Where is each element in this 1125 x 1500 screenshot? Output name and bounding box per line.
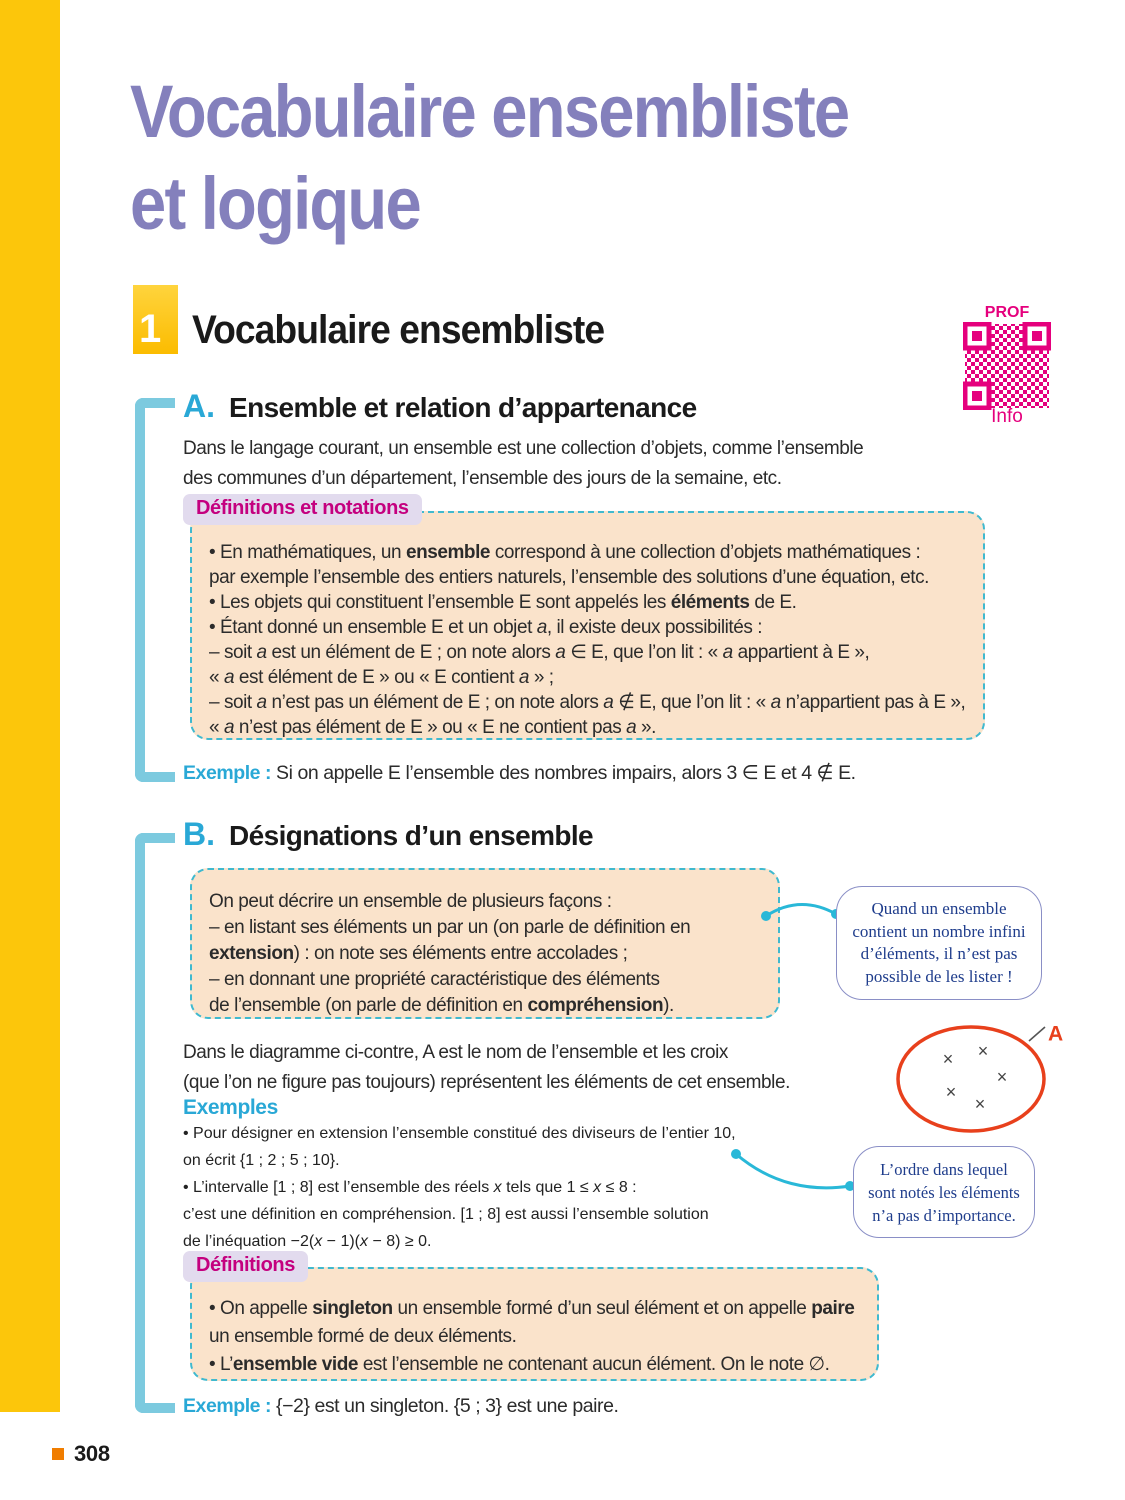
- example-b-text: {−2} est un singleton. {5 ; 3} est une paire.: [271, 1395, 619, 1417]
- chapter-title-line2: et logique: [130, 162, 420, 245]
- section-b-title: Désignations d’un ensemble: [229, 820, 594, 851]
- footer-square-icon: [52, 1448, 64, 1460]
- section-a-title: Ensemble et relation d’appartenance: [229, 392, 697, 423]
- section-number-badge: [133, 285, 178, 354]
- description-line: extension) : on note ses éléments entre accolades ;: [209, 943, 628, 964]
- example-line: • L’intervalle [1 ; 8] est l’ensemble des réels x tels que 1 ≤ x ≤ 8 :: [183, 1179, 637, 1196]
- definition-line: par exemple l’ensemble des entiers naturels, l’ensemble des solutions d’une équation, etc.: [209, 567, 929, 588]
- section-title: Vocabulaire ensembliste: [192, 308, 605, 352]
- paragraph-line: (que l’on ne figure pas toujours) représentent les éléments de cet ensemble.: [183, 1072, 790, 1093]
- bubble1-connector: [756, 892, 846, 930]
- description-line: On peut décrire un ensemble de plusieurs façons :: [209, 891, 612, 912]
- definition-line: • On appelle singleton un ensemble formé d’un seul élément et on appelle paire: [209, 1298, 855, 1319]
- bubble-line: possible de les lister !: [865, 966, 1013, 986]
- definition-line: – soit a est un élément de E ; on note alors a ∈ E, que l’on lit : « a appartient à E »,: [209, 642, 870, 663]
- definition-line: « a n’est pas élément de E » ou « E ne contient pas a ».: [209, 717, 656, 738]
- qr-bottom-label: Info: [991, 406, 1023, 427]
- set-label-line: [1029, 1027, 1045, 1041]
- definitions-box: [190, 1267, 879, 1381]
- definition-line: • Étant donné un ensemble E et un objet a, il existe deux possibilités :: [209, 617, 763, 638]
- definition-line: – soit a n’est pas un élément de E ; on note alors a ∉ E, que l’on lit : « a n’appartient pas à E »,: [209, 692, 966, 713]
- section-b-letter: B.: [183, 816, 215, 852]
- section-b-heading: [183, 816, 593, 853]
- section-a-intro: [183, 434, 863, 494]
- paragraph-line: Dans le diagramme ci-contre, A est le nom de l’ensemble et les croix: [183, 1042, 728, 1063]
- bubble-line: L’ordre dans lequel: [880, 1160, 1008, 1179]
- bubble2-connector: [726, 1146, 860, 1196]
- note-bubble-order: [853, 1146, 1035, 1238]
- example-line: de l’inéquation −2(x − 1)(x − 8) ≥ 0.: [183, 1233, 432, 1250]
- intro-line: Dans le langage courant, un ensemble est une collection d’objets, comme l’ensemble: [183, 438, 864, 459]
- example-a-label: Exemple :: [183, 762, 272, 784]
- description-line: – en donnant une propriété caractéristique des éléments: [209, 969, 660, 990]
- example-a-text: Si on appelle E l’ensemble des nombres impairs, alors 3 ∈ E et 4 ∉ E.: [271, 762, 856, 784]
- page-side-band: [0, 0, 60, 1412]
- chapter-title-line1: Vocabulaire ensembliste: [130, 70, 849, 153]
- example-a: [183, 761, 856, 785]
- element-cross: ×: [942, 1048, 954, 1069]
- element-cross: ×: [996, 1066, 1008, 1087]
- bubble-line: sont notés les éléments: [868, 1183, 1020, 1202]
- qr-code-icon: [963, 322, 1051, 410]
- chapter-title: [130, 66, 848, 250]
- set-label: A: [1048, 1022, 1064, 1046]
- example-line: on écrit {1 ; 2 ; 5 ; 10}.: [183, 1152, 340, 1169]
- diagram-paragraph: [183, 1038, 790, 1098]
- bubble-line: contient un nombre infini: [852, 921, 1026, 941]
- section-a-letter: A.: [183, 388, 215, 424]
- section-number: 1: [139, 307, 162, 351]
- definition-line: • L’ensemble vide est l’ensemble ne contenant aucun élément. On le note ∅.: [209, 1354, 830, 1375]
- definitions-label: Définitions: [183, 1251, 308, 1282]
- definition-line: • En mathématiques, un ensemble correspond à une collection d’objets mathématiques :: [209, 542, 921, 563]
- bubble-line: d’éléments, il n’est pas: [860, 944, 1018, 963]
- example-b-label: Exemple :: [183, 1395, 272, 1417]
- set-diagram: [893, 1013, 1125, 1145]
- page-number: 308: [74, 1441, 110, 1466]
- set-diagram-crosses: [943, 1041, 1008, 1114]
- element-cross: ×: [974, 1093, 986, 1114]
- definitions-notations-box: [190, 511, 985, 740]
- example-line: c’est une définition en compréhension. [1 ; 8] est aussi l’ensemble solution: [183, 1206, 709, 1223]
- element-cross: ×: [977, 1040, 989, 1061]
- examples-list: [183, 1120, 736, 1255]
- definition-line: « a est élément de E » ou « E contient a » ;: [209, 667, 554, 688]
- examples-label: Exemples: [183, 1096, 278, 1119]
- example-b: [183, 1395, 618, 1418]
- element-cross: ×: [945, 1081, 957, 1102]
- definitions-notations-label: Définitions et notations: [183, 494, 422, 525]
- description-line: de l’ensemble (on parle de définition en compréhension).: [209, 995, 674, 1016]
- bubble-line: n’a pas d’importance.: [872, 1206, 1016, 1225]
- note-bubble-infinite: [836, 886, 1042, 1000]
- qr-top-label: PROF: [984, 304, 1030, 321]
- section-a-bracket: [135, 398, 175, 782]
- description-box: [190, 868, 780, 1019]
- section-a-heading: [183, 388, 697, 425]
- definition-line: • Les objets qui constituent l’ensemble E sont appelés les éléments de E.: [209, 592, 797, 613]
- set-ellipse: [898, 1027, 1044, 1131]
- example-line: • Pour désigner en extension l’ensemble constitué des diviseurs de l’entier 10,: [183, 1125, 736, 1142]
- page-footer: [52, 1441, 110, 1467]
- bubble-line: Quand un ensemble: [871, 899, 1007, 918]
- description-line: – en listant ses éléments un par un (on parle de définition en: [209, 917, 691, 938]
- section-b-bracket: [135, 833, 175, 1413]
- intro-line: des communes d’un département, l’ensemble des jours de la semaine, etc.: [183, 468, 782, 489]
- definition-line: un ensemble formé de deux éléments.: [209, 1326, 517, 1347]
